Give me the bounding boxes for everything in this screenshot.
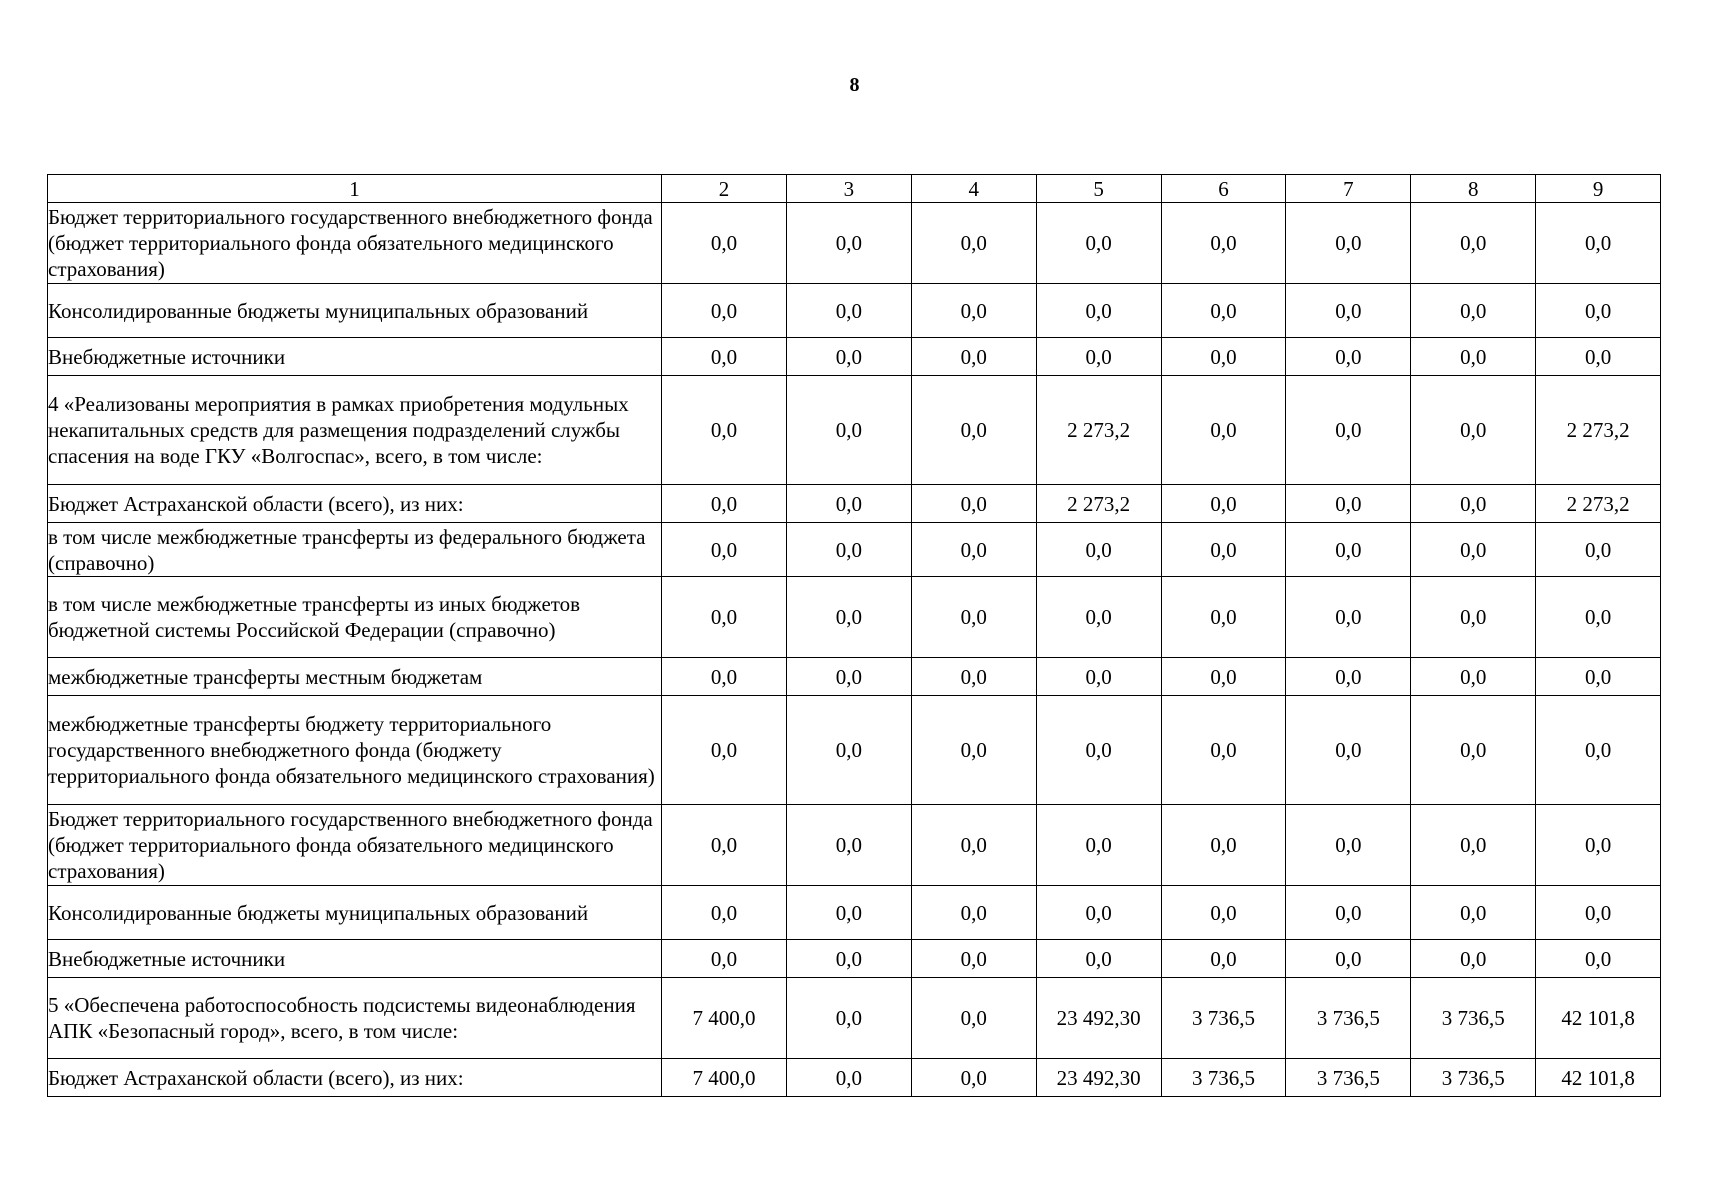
cell-value: 2 273,2 bbox=[1036, 376, 1161, 485]
cell-value: 0,0 bbox=[1036, 940, 1161, 978]
row-label: Бюджет территориального государственного внебюджетного фонда (бюджет территориального фонда обязательного медицинского страхования) bbox=[48, 805, 662, 886]
cell-value: 0,0 bbox=[1411, 577, 1536, 658]
cell-value: 3 736,5 bbox=[1286, 1059, 1411, 1097]
cell-value: 0,0 bbox=[1536, 658, 1661, 696]
cell-value: 0,0 bbox=[662, 696, 787, 805]
row-label: Внебюджетные источники bbox=[48, 338, 662, 376]
cell-value: 2 273,2 bbox=[1536, 376, 1661, 485]
cell-value: 3 736,5 bbox=[1411, 978, 1536, 1059]
cell-value: 0,0 bbox=[1536, 523, 1661, 577]
cell-value: 0,0 bbox=[911, 203, 1036, 284]
row-label: межбюджетные трансферты местным бюджетам bbox=[48, 658, 662, 696]
cell-value: 0,0 bbox=[786, 376, 911, 485]
column-header: 5 bbox=[1036, 175, 1161, 203]
cell-value: 0,0 bbox=[911, 577, 1036, 658]
cell-value: 0,0 bbox=[1036, 203, 1161, 284]
cell-value: 0,0 bbox=[662, 203, 787, 284]
cell-value: 0,0 bbox=[662, 485, 787, 523]
row-label: Бюджет Астраханской области (всего), из них: bbox=[48, 485, 662, 523]
cell-value: 0,0 bbox=[911, 1059, 1036, 1097]
row-label: Бюджет Астраханской области (всего), из них: bbox=[48, 1059, 662, 1097]
cell-value: 0,0 bbox=[911, 376, 1036, 485]
cell-value: 0,0 bbox=[786, 658, 911, 696]
cell-value: 0,0 bbox=[786, 696, 911, 805]
cell-value: 0,0 bbox=[1161, 485, 1286, 523]
cell-value: 42 101,8 bbox=[1536, 1059, 1661, 1097]
cell-value: 0,0 bbox=[786, 1059, 911, 1097]
column-header: 4 bbox=[911, 175, 1036, 203]
cell-value: 0,0 bbox=[1161, 376, 1286, 485]
cell-value: 0,0 bbox=[786, 284, 911, 338]
cell-value: 0,0 bbox=[1036, 284, 1161, 338]
cell-value: 0,0 bbox=[662, 940, 787, 978]
cell-value: 0,0 bbox=[1161, 338, 1286, 376]
row-label: Консолидированные бюджеты муниципальных образований bbox=[48, 886, 662, 940]
row-label: Внебюджетные источники bbox=[48, 940, 662, 978]
cell-value: 7 400,0 bbox=[662, 978, 787, 1059]
table-row bbox=[48, 523, 1661, 577]
table-row bbox=[48, 203, 1661, 284]
table-row bbox=[48, 577, 1661, 658]
table-row bbox=[48, 978, 1661, 1059]
cell-value: 0,0 bbox=[1286, 886, 1411, 940]
row-label: межбюджетные трансферты бюджету территориального государственного внебюджетного фонда (бюджету территориального фонда обязательного медицинского страхования) bbox=[48, 696, 662, 805]
cell-value: 0,0 bbox=[1286, 577, 1411, 658]
cell-value: 0,0 bbox=[786, 523, 911, 577]
column-header: 3 bbox=[786, 175, 911, 203]
row-label: Консолидированные бюджеты муниципальных образований bbox=[48, 284, 662, 338]
row-label: в том числе межбюджетные трансферты из иных бюджетов бюджетной системы Российской Федерации (справочно) bbox=[48, 577, 662, 658]
column-header: 7 bbox=[1286, 175, 1411, 203]
cell-value: 0,0 bbox=[1036, 523, 1161, 577]
cell-value: 0,0 bbox=[1286, 696, 1411, 805]
cell-value: 0,0 bbox=[911, 805, 1036, 886]
cell-value: 0,0 bbox=[1286, 523, 1411, 577]
column-header: 2 bbox=[662, 175, 787, 203]
cell-value: 0,0 bbox=[1161, 658, 1286, 696]
cell-value: 0,0 bbox=[786, 203, 911, 284]
cell-value: 0,0 bbox=[1161, 577, 1286, 658]
cell-value: 0,0 bbox=[1411, 376, 1536, 485]
table-header-row bbox=[48, 175, 1661, 203]
cell-value: 0,0 bbox=[662, 577, 787, 658]
table-row bbox=[48, 1059, 1661, 1097]
cell-value: 0,0 bbox=[1411, 696, 1536, 805]
cell-value: 0,0 bbox=[786, 886, 911, 940]
table-row bbox=[48, 696, 1661, 805]
cell-value: 0,0 bbox=[1161, 523, 1286, 577]
cell-value: 0,0 bbox=[1536, 203, 1661, 284]
table-row bbox=[48, 376, 1661, 485]
column-header: 9 bbox=[1536, 175, 1661, 203]
cell-value: 0,0 bbox=[1411, 805, 1536, 886]
row-label: 5 «Обеспечена работоспособность подсистемы видеонаблюдения АПК «Безопасный город», всего, в том числе: bbox=[48, 978, 662, 1059]
cell-value: 0,0 bbox=[1161, 203, 1286, 284]
cell-value: 0,0 bbox=[1161, 886, 1286, 940]
cell-value: 0,0 bbox=[1411, 338, 1536, 376]
cell-value: 3 736,5 bbox=[1411, 1059, 1536, 1097]
cell-value: 0,0 bbox=[786, 978, 911, 1059]
cell-value: 0,0 bbox=[1286, 940, 1411, 978]
cell-value: 0,0 bbox=[1036, 658, 1161, 696]
cell-value: 0,0 bbox=[1536, 805, 1661, 886]
cell-value: 42 101,8 bbox=[1536, 978, 1661, 1059]
column-header: 1 bbox=[48, 175, 662, 203]
cell-value: 3 736,5 bbox=[1161, 1059, 1286, 1097]
row-label: в том числе межбюджетные трансферты из федерального бюджета (справочно) bbox=[48, 523, 662, 577]
cell-value: 0,0 bbox=[786, 805, 911, 886]
cell-value: 0,0 bbox=[1411, 940, 1536, 978]
cell-value: 0,0 bbox=[662, 523, 787, 577]
cell-value: 0,0 bbox=[1036, 577, 1161, 658]
cell-value: 23 492,30 bbox=[1036, 978, 1161, 1059]
table-row bbox=[48, 338, 1661, 376]
table-row bbox=[48, 485, 1661, 523]
cell-value: 0,0 bbox=[1536, 696, 1661, 805]
cell-value: 0,0 bbox=[1036, 696, 1161, 805]
budget-table bbox=[47, 174, 1661, 1097]
cell-value: 0,0 bbox=[1286, 658, 1411, 696]
cell-value: 0,0 bbox=[1286, 805, 1411, 886]
cell-value: 0,0 bbox=[662, 284, 787, 338]
page-number: 8 bbox=[849, 74, 860, 96]
row-label: Бюджет территориального государственного внебюджетного фонда (бюджет территориального фонда обязательного медицинского страхования) bbox=[48, 203, 662, 284]
row-label: 4 «Реализованы мероприятия в рамках приобретения модульных некапитальных средств для размещения подразделений службы спасения на воде ГКУ «Волгоспас», всего, в том числе: bbox=[48, 376, 662, 485]
cell-value: 0,0 bbox=[911, 523, 1036, 577]
cell-value: 0,0 bbox=[1411, 886, 1536, 940]
cell-value: 0,0 bbox=[1536, 338, 1661, 376]
cell-value: 0,0 bbox=[786, 338, 911, 376]
cell-value: 0,0 bbox=[911, 485, 1036, 523]
table-row bbox=[48, 658, 1661, 696]
column-header: 8 bbox=[1411, 175, 1536, 203]
cell-value: 0,0 bbox=[1161, 805, 1286, 886]
cell-value: 0,0 bbox=[1536, 284, 1661, 338]
table-row bbox=[48, 284, 1661, 338]
cell-value: 0,0 bbox=[1411, 485, 1536, 523]
cell-value: 0,0 bbox=[911, 696, 1036, 805]
cell-value: 0,0 bbox=[786, 577, 911, 658]
cell-value: 0,0 bbox=[911, 886, 1036, 940]
cell-value: 0,0 bbox=[911, 658, 1036, 696]
cell-value: 0,0 bbox=[1036, 886, 1161, 940]
cell-value: 0,0 bbox=[1286, 203, 1411, 284]
cell-value: 0,0 bbox=[662, 376, 787, 485]
cell-value: 2 273,2 bbox=[1036, 485, 1161, 523]
cell-value: 3 736,5 bbox=[1286, 978, 1411, 1059]
cell-value: 0,0 bbox=[1036, 805, 1161, 886]
table-row bbox=[48, 886, 1661, 940]
cell-value: 0,0 bbox=[1536, 886, 1661, 940]
cell-value: 7 400,0 bbox=[662, 1059, 787, 1097]
cell-value: 0,0 bbox=[1536, 940, 1661, 978]
cell-value: 0,0 bbox=[1411, 203, 1536, 284]
cell-value: 0,0 bbox=[1536, 577, 1661, 658]
cell-value: 0,0 bbox=[911, 338, 1036, 376]
cell-value: 0,0 bbox=[1411, 284, 1536, 338]
cell-value: 0,0 bbox=[1161, 940, 1286, 978]
cell-value: 0,0 bbox=[662, 338, 787, 376]
cell-value: 0,0 bbox=[1036, 338, 1161, 376]
cell-value: 0,0 bbox=[1286, 338, 1411, 376]
table-row bbox=[48, 940, 1661, 978]
cell-value: 0,0 bbox=[662, 658, 787, 696]
cell-value: 0,0 bbox=[786, 940, 911, 978]
cell-value: 23 492,30 bbox=[1036, 1059, 1161, 1097]
cell-value: 0,0 bbox=[1161, 696, 1286, 805]
cell-value: 0,0 bbox=[662, 805, 787, 886]
cell-value: 0,0 bbox=[1286, 485, 1411, 523]
cell-value: 0,0 bbox=[1286, 376, 1411, 485]
cell-value: 0,0 bbox=[911, 978, 1036, 1059]
cell-value: 2 273,2 bbox=[1536, 485, 1661, 523]
cell-value: 0,0 bbox=[1411, 658, 1536, 696]
cell-value: 0,0 bbox=[662, 886, 787, 940]
cell-value: 0,0 bbox=[911, 284, 1036, 338]
cell-value: 0,0 bbox=[1161, 284, 1286, 338]
cell-value: 0,0 bbox=[1411, 523, 1536, 577]
table-row bbox=[48, 805, 1661, 886]
cell-value: 0,0 bbox=[786, 485, 911, 523]
cell-value: 3 736,5 bbox=[1161, 978, 1286, 1059]
cell-value: 0,0 bbox=[911, 940, 1036, 978]
column-header: 6 bbox=[1161, 175, 1286, 203]
cell-value: 0,0 bbox=[1286, 284, 1411, 338]
